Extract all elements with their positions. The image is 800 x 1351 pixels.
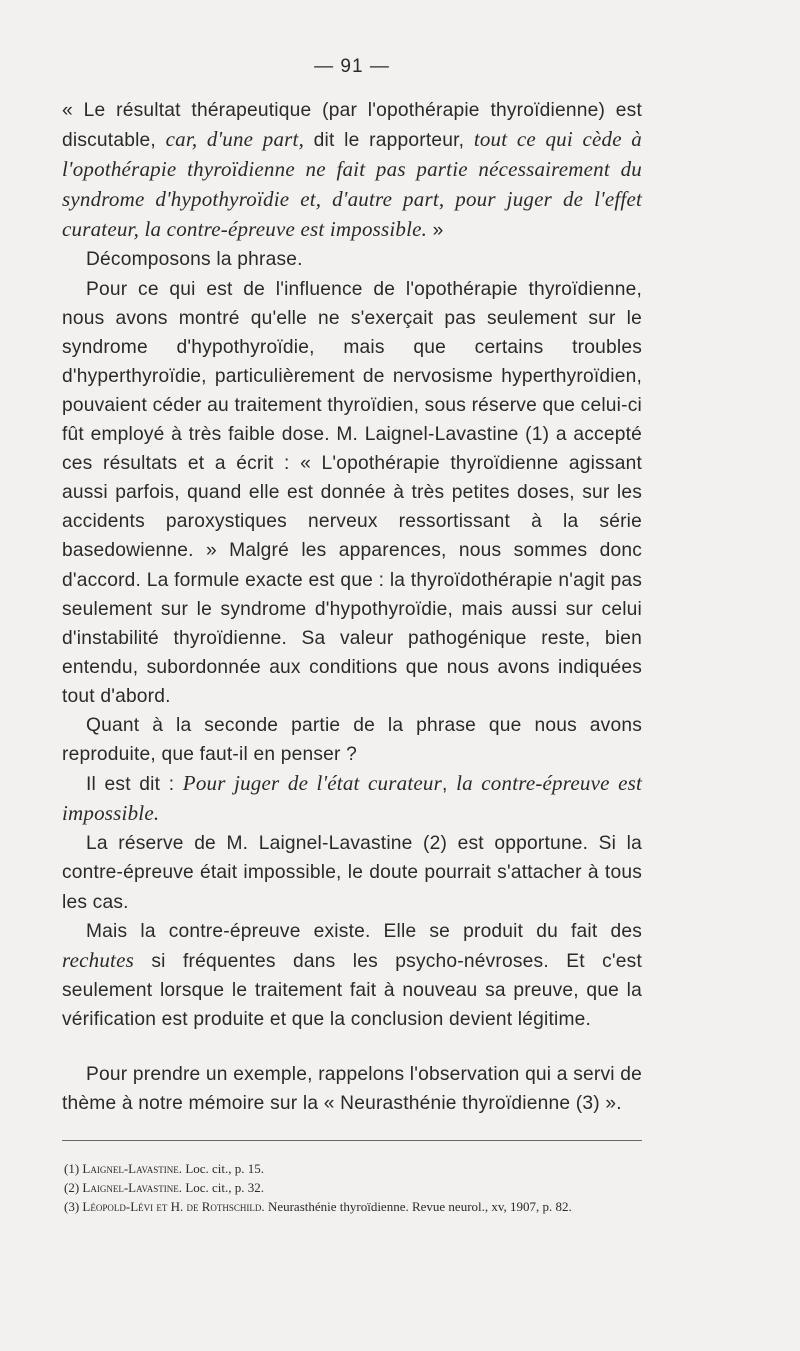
text-run: dit le rapporteur,	[304, 130, 474, 152]
footnote-reference: Loc. cit., p. 32.	[182, 1180, 265, 1196]
paragraph-6: La réserve de M. Laignel-Lavastine (2) est opportune. Si la contre-épreuve était impossible, le doute pourrait s'attacher à tous les cas.	[62, 833, 642, 913]
footnote-reference: Loc. cit., p. 15.	[182, 1161, 265, 1177]
footnote-number: (1)	[64, 1161, 80, 1177]
italic-text: car, d'une part,	[165, 127, 305, 152]
paragraph-3: Pour ce qui est de l'influence de l'opothérapie thyroïdienne, nous avons montré qu'elle ne s'exerçait pas seulement sur le syndrome d'hypothyroïdie, mais que certains troubles d'hyperthyroïdie, particulièrement de nervosisme hyperthyroïdien, pouvaient céder au traitement thyroïdien, sous réserve que celui-ci fût employé à très faible dose. M. Laignel-Lavastine (1) a accepté ces résultats et a écrit : « L'opothérapie thyroïdienne agissant aussi parfois, quand elle est donnée à très petites doses, sur les accidents paroxystiques nerveux ressortissant à la série basedowienne. » Malgré les apparences, nous sommes donc d'accord. La formule exacte est que : la thyroïdothérapie n'agit pas seulement sur le syndrome d'hypothyroïdie, mais aussi sur celui d'instabilité thyroïdienne. Sa valeur pathogénique reste, bien entendu, subordonnée aux conditions que nous avons indiquées tout d'abord.	[62, 278, 642, 707]
footnote-reference: Neurasthénie thyroïdienne. Revue neurol., xv, 1907, p. 82.	[264, 1199, 572, 1215]
text-run: Mais la contre-épreuve existe. Elle se produit du fait des	[86, 920, 642, 942]
body-text	[62, 96, 642, 1118]
text-run: « Le résultat thérapeutique (par l'opothérapie thyroïdienne) est discutable,	[62, 100, 642, 152]
text-run: »	[427, 220, 444, 242]
text-run: si fréquentes dans les psycho-névroses. Et c'est seulement lorsque le traitement fait à nouveau sa preuve, que la vérification est produite et que la conclusion devient légitime.	[62, 950, 642, 1030]
paragraph-5	[62, 769, 642, 829]
text-run: ,	[441, 774, 457, 796]
page	[62, 56, 642, 1216]
footnote-divider	[62, 1140, 642, 1141]
footnote-3	[62, 1197, 642, 1216]
footnote-author: Laignel-Lavastine.	[82, 1161, 183, 1177]
paragraph-2: Décomposons la phrase.	[86, 249, 303, 271]
paragraph-4: Quant à la seconde partie de la phrase que nous avons reproduite, que faut-il en penser ?	[62, 714, 642, 766]
footnote-author: Laignel-Lavastine.	[82, 1180, 183, 1196]
paragraph-7	[62, 917, 642, 1034]
italic-text: tout ce qui cède à l'opothérapie thyroïdienne ne fait pas partie nécessairement du syndrome d'hypothyroïdie et, d'autre part, pour juger de l'effet curateur, la contre-épreuve est impossible.	[62, 127, 642, 242]
paragraph-1	[62, 96, 642, 245]
page-number: — 91 —	[314, 56, 390, 77]
footnotes	[62, 1159, 642, 1216]
italic-text: Pour juger de l'état curateur	[182, 771, 442, 796]
footnote-number: (2)	[64, 1180, 80, 1196]
text-run: Il est dit :	[86, 774, 183, 796]
italic-text: la contre-épreuve est impossible.	[62, 771, 643, 826]
footnote-author: Léopold-Lévi et H. de Rothschild.	[82, 1199, 265, 1215]
footnote-2	[62, 1178, 642, 1197]
footnote-1	[62, 1159, 642, 1178]
paragraph-8: Pour prendre un exemple, rappelons l'observation qui a servi de thème à notre mémoire sur la « Neurasthénie thyroïdienne (3) ».	[62, 1064, 642, 1115]
italic-text: rechutes	[62, 947, 134, 972]
footnote-number: (3)	[64, 1199, 80, 1215]
